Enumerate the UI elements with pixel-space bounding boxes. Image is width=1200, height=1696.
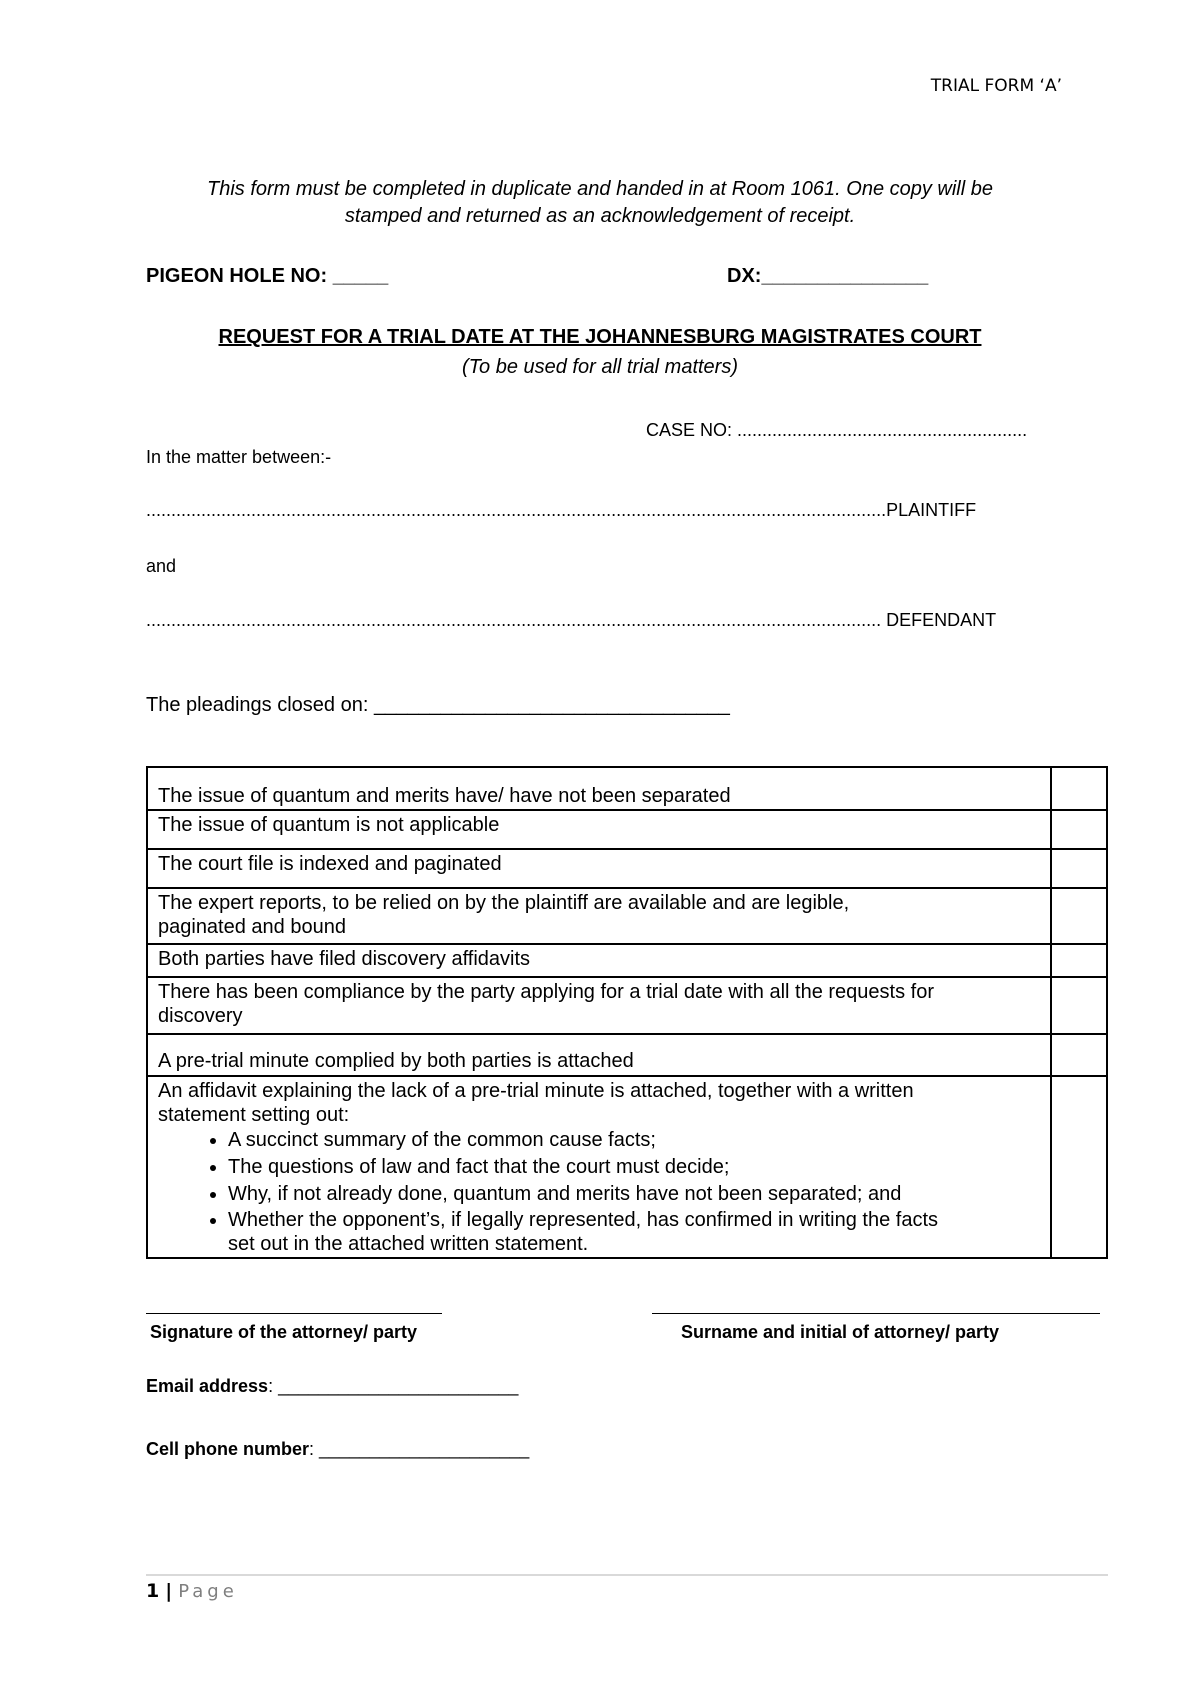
cell-label: Cell phone number	[146, 1439, 310, 1459]
pigeon-hole-blank[interactable]: _____	[332, 265, 389, 287]
checklist-item-line: The expert reports, to be relied on by the plaintiff are available and are legible,	[158, 892, 850, 914]
checklist-item-line: paginated and bound	[158, 916, 346, 938]
email-label: Email address	[146, 1376, 269, 1396]
bullet-item: • The questions of law and fact that the court must decide;	[228, 1154, 1040, 1181]
case-number-field[interactable]	[646, 420, 1027, 441]
checkbox[interactable]	[1051, 1076, 1107, 1258]
pigeon-hole-field[interactable]	[146, 265, 388, 288]
case-number-label: CASE NO:	[646, 420, 733, 440]
checklist-item: The issue of quantum is not applicable	[147, 810, 1051, 849]
cell-blank[interactable]: _____________________	[319, 1439, 530, 1459]
checklist-row	[147, 888, 1107, 944]
checklist-item: Both parties have filed discovery affidavits	[147, 944, 1051, 977]
checklist-bullets	[158, 1127, 1040, 1256]
surname-label: Surname and initial of attorney/ party	[681, 1322, 1000, 1342]
defendant-field[interactable]	[146, 610, 996, 631]
bullet-item: • Why, if not already done, quantum and merits have not been separated; and	[228, 1181, 1040, 1208]
bullet-item-line: • Whether the opponent’s, if legally represented, has confirmed in writing the facts	[228, 1209, 939, 1231]
checklist-row	[147, 1076, 1107, 1258]
plaintiff-field[interactable]	[146, 500, 976, 521]
checklist-item	[147, 977, 1051, 1034]
form-label: TRIAL FORM ‘A’	[930, 76, 1062, 96]
checkbox[interactable]	[1051, 810, 1107, 849]
instructions	[0, 176, 1200, 230]
surname-line[interactable]	[652, 1313, 1100, 1314]
checkbox[interactable]	[1051, 767, 1107, 810]
dx-blank[interactable]: _______________	[761, 265, 929, 287]
checklist-item-line: An affidavit explaining the lack of a pre-trial minute is attached, together with a written	[158, 1080, 914, 1102]
and-label: and	[146, 556, 177, 576]
pigeon-hole-label: PIGEON HOLE NO:	[146, 265, 328, 287]
checklist-item-line: statement setting out:	[158, 1104, 350, 1126]
signature-label: Signature of the attorney/ party	[150, 1322, 418, 1342]
page-footer	[146, 1580, 238, 1602]
form-title: REQUEST FOR A TRIAL DATE AT THE JOHANNESBURG MAGISTRATES COURT	[218, 326, 982, 348]
signature-line[interactable]	[146, 1313, 442, 1314]
checklist-item-line: There has been compliance by the party applying for a trial date with all the requests for	[158, 981, 934, 1003]
checklist-item: The issue of quantum and merits have/ have not been separated	[147, 767, 1051, 810]
checklist-row	[147, 977, 1107, 1034]
checkbox[interactable]	[1051, 888, 1107, 944]
checklist-row	[147, 1034, 1107, 1076]
checklist-item	[147, 1076, 1051, 1258]
email-blank[interactable]: ________________________	[278, 1376, 519, 1396]
footer-separator: |	[165, 1580, 173, 1602]
case-number-blank[interactable]: ..........................................................	[737, 420, 1028, 440]
dx-label: DX:	[727, 265, 762, 287]
defendant-blank[interactable]: ...................................................................................................................................................	[146, 610, 882, 630]
bullet-item-line: set out in the attached written statement.	[228, 1233, 589, 1255]
checklist-item: The court file is indexed and paginated	[147, 849, 1051, 888]
form-subtitle: (To be used for all trial matters)	[461, 356, 739, 378]
instructions-line-1: This form must be completed in duplicate and handed in at Room 1061. One copy will be	[207, 178, 993, 200]
trial-checklist	[146, 766, 1108, 1259]
instructions-line-2: stamped and returned as an acknowledgement of receipt.	[344, 205, 856, 227]
plaintiff-label: PLAINTIFF	[886, 500, 977, 520]
pleadings-label: The pleadings closed on:	[146, 694, 369, 716]
checklist-row	[147, 810, 1107, 849]
checkbox[interactable]	[1051, 944, 1107, 977]
email-field[interactable]	[146, 1376, 518, 1397]
pleadings-blank[interactable]: ________________________________	[373, 694, 730, 716]
bullet-item: • A succinct summary of the common cause facts;	[228, 1127, 1040, 1154]
matter-between: In the matter between:-	[146, 447, 332, 467]
cell-colon: :	[309, 1439, 315, 1459]
cell-field[interactable]	[146, 1439, 529, 1460]
page-number: 1	[146, 1580, 160, 1602]
dx-field[interactable]	[727, 265, 928, 288]
email-colon: :	[268, 1376, 274, 1396]
checklist-row	[147, 944, 1107, 977]
checklist-item: A pre-trial minute complied by both parties is attached	[147, 1034, 1051, 1076]
plaintiff-blank[interactable]: ....................................................................................................................................................	[146, 500, 887, 520]
checkbox[interactable]	[1051, 977, 1107, 1034]
checklist-item-line: discovery	[158, 1005, 243, 1027]
checklist-item	[147, 888, 1051, 944]
checklist-row	[147, 849, 1107, 888]
defendant-label: DEFENDANT	[886, 610, 997, 630]
footer-divider	[146, 1574, 1108, 1576]
checkbox[interactable]	[1051, 849, 1107, 888]
page-word: Page	[178, 1581, 238, 1602]
checklist-row	[147, 767, 1107, 810]
checkbox[interactable]	[1051, 1034, 1107, 1076]
pleadings-field[interactable]	[146, 694, 730, 717]
bullet-item	[228, 1208, 1040, 1256]
